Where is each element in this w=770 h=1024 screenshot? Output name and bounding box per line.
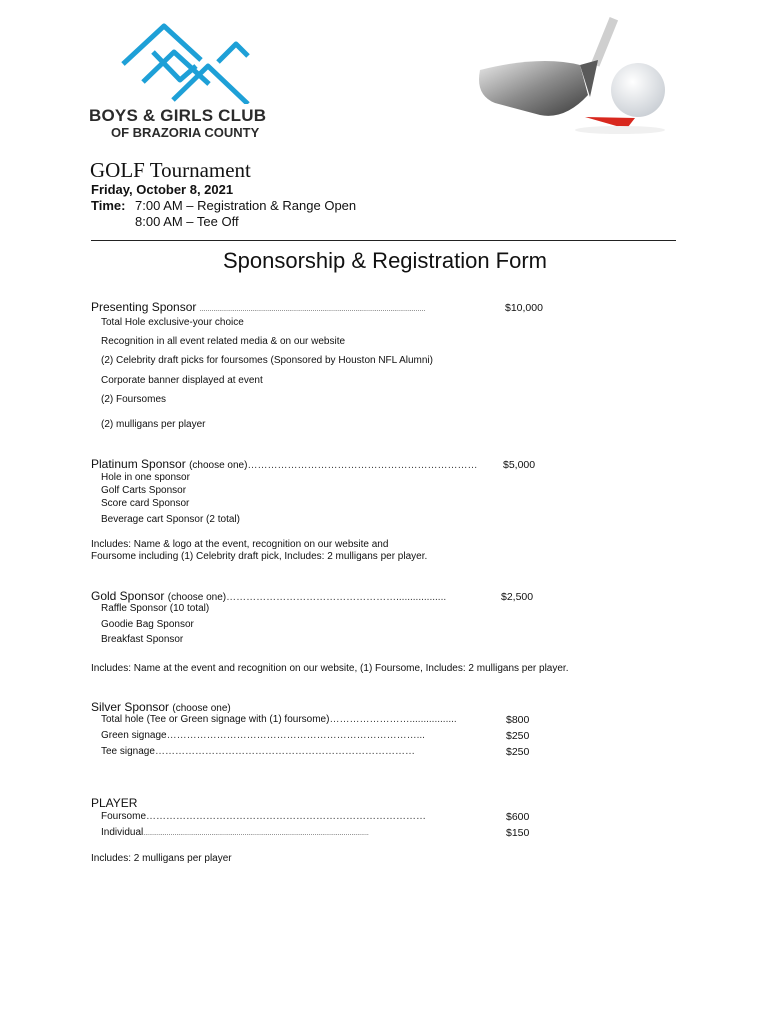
silver-row-leader: ……………………................. [329, 714, 457, 725]
player-row-price: $600 [506, 811, 530, 823]
silver-row-price: $250 [506, 746, 530, 758]
presenting-item: Corporate banner displayed at event [101, 375, 263, 386]
form-title: Sponsorship & Registration Form [222, 248, 548, 273]
gold-item: Raffle Sponsor (10 total) [101, 603, 210, 614]
logo-title: BOYS & GIRLS CLUB [89, 106, 267, 125]
gold-item: Goodie Bag Sponsor [101, 619, 194, 630]
golf-club-and-ball-image [470, 15, 685, 135]
player-row [101, 811, 426, 822]
silver-row [101, 730, 425, 741]
silver-row-price: $800 [506, 714, 530, 726]
player-row-label: Foursome [101, 811, 147, 822]
player-includes: Includes: 2 mulligans per player [91, 853, 232, 864]
gold-sponsor-heading [91, 589, 446, 603]
player-row-label: Individual [101, 827, 144, 838]
platinum-item: Beverage cart Sponsor (2 total) [101, 514, 240, 525]
platinum-price: $5,000 [503, 459, 536, 471]
platinum-item: Hole in one sponsor [101, 472, 190, 483]
gold-includes: Includes: Name at the event and recognition on our website, (1) Foursome, Includes: 2 mulligans per player. [91, 663, 569, 674]
player-row-price: $150 [506, 827, 530, 839]
presenting-price: $10,000 [505, 302, 543, 314]
platinum-item: Score card Sponsor [101, 498, 190, 509]
gold-name: Gold Sponsor [91, 589, 165, 603]
silver-row [101, 746, 415, 757]
event-title: GOLF Tournament [90, 158, 251, 182]
divider [91, 240, 676, 241]
presenting-item: (2) Foursomes [101, 394, 167, 405]
gold-item: Breakfast Sponsor [101, 634, 184, 645]
presenting-item: (2) Celebrity draft picks for foursomes (Sponsored by Houston NFL Alumni) [101, 355, 433, 366]
silver-row-price: $250 [506, 730, 530, 742]
presenting-name: Presenting Sponsor [91, 300, 197, 314]
gold-price: $2,500 [501, 591, 534, 603]
silver-row-leader: …………………………………………………………………… [154, 746, 415, 757]
silver-row-label: Tee signage [101, 746, 155, 757]
presenting-sponsor-heading [91, 300, 425, 314]
presenting-item: (2) mulligans per player [101, 419, 206, 430]
presenting-leader: .................................................................................................................... [199, 306, 426, 313]
platinum-includes: Foursome including (1) Celebrity draft pick, Includes: 2 mulligans per player. [91, 551, 428, 562]
time-label: Time: [91, 198, 126, 213]
silver-row-leader: …………………………………………………………………... [166, 730, 425, 741]
player-row [101, 827, 369, 838]
platinum-name: Platinum Sponsor [91, 457, 186, 471]
silver-row [101, 714, 457, 725]
silver-note: (choose one) [172, 703, 231, 714]
presenting-item: Total Hole exclusive-your choice [101, 317, 244, 328]
silver-name: Silver Sponsor [91, 700, 170, 714]
platinum-includes: Includes: Name & logo at the event, recognition on our website and [91, 539, 389, 550]
platinum-item: Golf Carts Sponsor [101, 485, 187, 496]
presenting-item: Recognition in all event related media & on our website [101, 336, 346, 347]
gold-note: (choose one) [167, 592, 227, 603]
club-logo-icon [118, 22, 253, 104]
player-row-leader: .................................................................................................................... [143, 830, 369, 837]
platinum-note: (choose one) [189, 460, 248, 471]
player-heading: PLAYER [91, 796, 138, 810]
platinum-sponsor-heading [91, 457, 477, 471]
platinum-leader: …………………………………………………………… [247, 460, 478, 471]
gold-leader: …………………………………………….................. [226, 592, 447, 603]
player-row-leader: ………………………………………………………………………… [146, 811, 427, 822]
silver-sponsor-heading [91, 700, 231, 714]
time-registration: 7:00 AM – Registration & Range Open [135, 198, 357, 213]
event-date: Friday, October 8, 2021 [91, 182, 234, 197]
silver-row-label: Total hole (Tee or Green signage with (1) foursome) [101, 714, 330, 725]
time-tee-off: 8:00 AM – Tee Off [135, 214, 239, 229]
logo-subtitle: OF BRAZORIA COUNTY [111, 125, 260, 140]
silver-row-label: Green signage [101, 730, 167, 741]
